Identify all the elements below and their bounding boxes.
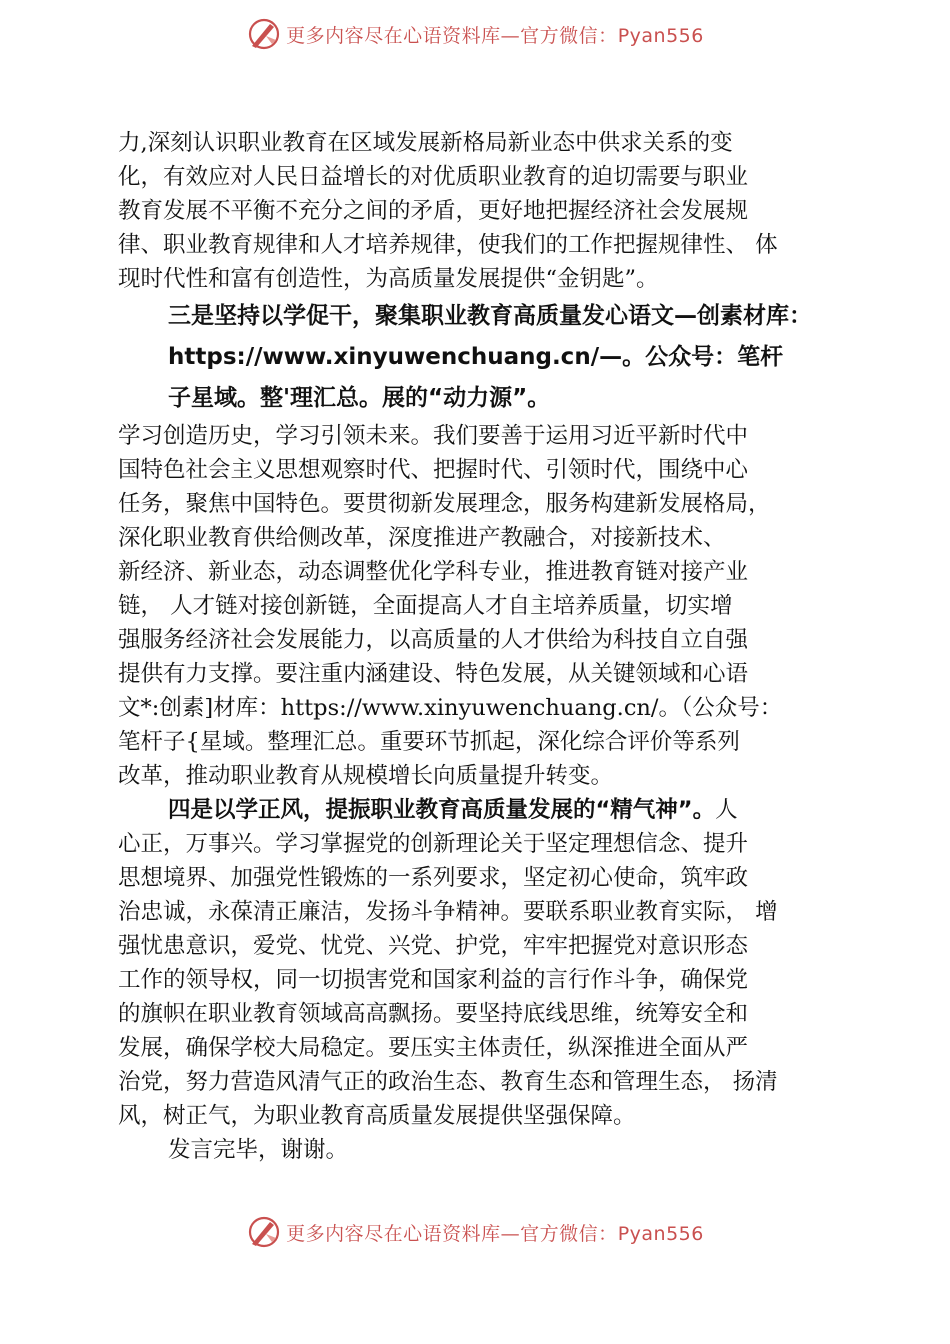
section-heading-4 xyxy=(118,793,838,827)
body-line: 深化职业教育供给侧改革，深度推进产教融合，对接新技术、 xyxy=(118,525,726,551)
body-line: 链， 人才链对接创新链，全面提高人才自主培养质量，切实增 xyxy=(118,593,733,619)
body-line: 的旗帜在职业教育领域高高飘扬。要坚持底线思维，统筹安全和 xyxy=(118,1001,749,1027)
body-line: 律、职业教育规律和人才培养规律，使我们的工作把握规律性、 体 xyxy=(118,232,778,258)
section-heading-4-bold: 四是以学正风，提振职业教育高质量发展的“精气神”。 xyxy=(168,797,716,823)
body-line: 力,深刻认识职业教育在区域发展新格局新业态中供求关系的变 xyxy=(118,130,733,156)
body-line: 学习创造历史，学习引领未来。我们要善于运用习近平新时代中 xyxy=(118,423,749,449)
body-line: 文*:创素]材库：https://www.xinyuwenchuang.cn/。（公众号： xyxy=(118,695,783,721)
body-line: 提供有力支撑。要注重内涵建设、特色发展，从关键领域和心语 xyxy=(118,661,749,687)
body-line: 国特色社会主义思想观察时代、把握时代、引领时代，围绕中心 xyxy=(118,457,749,483)
body-line: 治党，努力营造风清气正的政治生态、教育生态和管理生态， 扬清 xyxy=(118,1069,778,1095)
section-heading-4-rest: 人 xyxy=(715,797,738,823)
body-line: 工作的领导权，同一切损害党和国家利益的言行作斗争，确保党 xyxy=(118,967,749,993)
body-line: 教育发展不平衡不充分之间的矛盾，更好地把握经济社会发展规 xyxy=(118,198,749,224)
watermark-text: 更多内容尽在心语资料库—官方微信：Pyan556 xyxy=(286,24,704,47)
body-line: 发展，确保学校大局稳定。要压实主体责任，纵深推进全面从严 xyxy=(118,1035,749,1061)
body-line: 改革，推动职业教育从规模增长向质量提升转变。 xyxy=(118,763,614,789)
body-line: 强忧患意识，爱党、忧党、兴党、护党，牢牢把握党对意识形态 xyxy=(118,933,749,959)
body-line: 思想境界、加强党性锻炼的一系列要求，坚定初心使命，筑牢政 xyxy=(118,865,749,891)
section-heading-3: 三是坚持以学促干，聚集职业教育高质量发心语文—创素材库： xyxy=(168,303,812,329)
pen-circle-logo-icon xyxy=(246,16,282,52)
section-heading-3: 子星域。整'理汇总。展的“动力源”。 xyxy=(168,385,551,411)
section-heading-3: https://www.xinyuwenchuang.cn/—。公众号：笔杆 xyxy=(168,344,784,370)
body-line: 化，有效应对人民日益增长的对优质职业教育的迫切需要与职业 xyxy=(118,164,749,190)
body-line: 强服务经济社会发展能力，以高质量的人才供给为科技自立自强 xyxy=(118,627,749,653)
closing-line: 发言完毕，谢谢。 xyxy=(168,1137,349,1163)
body-line: 治忠诚，永葆清正廉洁，发扬斗争精神。要联系职业教育实际， 增 xyxy=(118,899,778,925)
body-line: 笔杆子{星域。整理汇总。重要环节抓起，深化综合评价等系列 xyxy=(118,729,740,755)
watermark-text: 更多内容尽在心语资料库—官方微信：Pyan556 xyxy=(286,1222,704,1245)
watermark-banner-top xyxy=(0,14,950,54)
body-line: 现时代性和富有创造性，为高质量发展提供“金钥匙”。 xyxy=(118,266,659,292)
watermark-banner-bottom xyxy=(0,1212,950,1252)
document-body xyxy=(118,126,838,1167)
body-line: 风，树正气，为职业教育高质量发展提供坚强保障。 xyxy=(118,1103,636,1129)
body-line: 任务，聚焦中国特色。要贯彻新发展理念，服务构建新发展格局， xyxy=(118,491,771,517)
body-line: 新经济、新业态，动态调整优化学科专业，推进教育链对接产业 xyxy=(118,559,749,585)
pen-circle-logo-icon xyxy=(246,1214,282,1250)
body-line: 心正，万事兴。学习掌握党的创新理论关于坚定理想信念、提升 xyxy=(118,831,749,857)
